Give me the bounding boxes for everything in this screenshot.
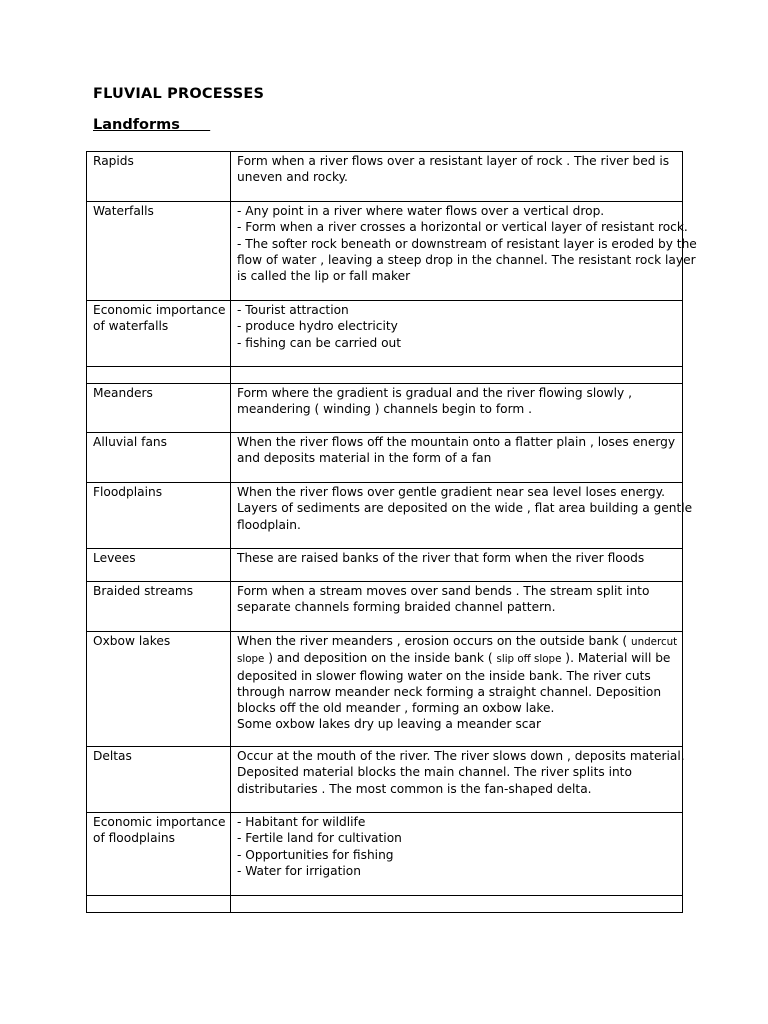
description-cell: Form where the gradient is gradual and the river flowing slowly , meandering ( winding ) channels begin to form . — [231, 384, 683, 433]
landforms-table — [86, 151, 697, 913]
table-row — [87, 384, 683, 433]
table-row — [87, 202, 683, 301]
table-row — [87, 301, 683, 367]
description-cell: Occur at the mouth of the river. The river slows down , deposits material. Deposited material blocks the main channel. The river splits into distributaries . The most common is the fan-shaped delta. — [231, 747, 683, 813]
term-cell: Waterfalls — [87, 202, 231, 301]
empty-row — [87, 896, 683, 913]
description-cell: Form when a river flows over a resistant layer of rock . The river bed is uneven and rocky. — [231, 152, 683, 202]
table-row — [87, 813, 683, 896]
description-cell: - Habitant for wildlife - Fertile land for cultivation - Opportunities for fishing - Water for irrigation — [231, 813, 683, 896]
term-cell — [87, 367, 231, 384]
term-cell: Alluvial fans — [87, 433, 231, 483]
section-title-landforms: Landforms — [93, 117, 211, 133]
table-row — [87, 582, 683, 632]
page-title: FLUVIAL PROCESSES — [93, 86, 265, 102]
term-cell: Economic importance of floodplains — [87, 813, 231, 896]
description-cell — [231, 367, 683, 384]
description-cell: Form when a stream moves over sand bends . The stream split into separate channels forming braided channel pattern. — [231, 582, 683, 632]
term-cell: Rapids — [87, 152, 231, 202]
description-cell — [231, 896, 683, 913]
term-cell: Levees — [87, 549, 231, 582]
description-cell: - Tourist attraction - produce hydro electricity - fishing can be carried out — [231, 301, 683, 367]
term-cell: Oxbow lakes — [87, 632, 231, 747]
description-cell: When the river flows off the mountain onto a flatter plain , loses energy and deposits material in the form of a fan — [231, 433, 683, 483]
description-cell: When the river meanders , erosion occurs on the outside bank ( undercut slope ) and deposition on the inside bank ( slip off slope ). Material will be deposited in slower flowing water on the inside bank. The river cuts through narrow meander neck forming a straight channel. Deposition blocks off the old meander , forming an oxbow lake. Some oxbow lakes dry up leaving a meander scar — [231, 632, 683, 747]
table-row — [87, 483, 683, 549]
term-cell — [87, 896, 231, 913]
description-cell: - Any point in a river where water flows over a vertical drop. - Form when a river crosses a horizontal or vertical layer of resistant rock. - The softer rock beneath or downstream of resistant layer is eroded by the flow of water , leaving a steep drop in the channel. The resistant rock layer is called the lip or fall maker — [231, 202, 683, 301]
table-row — [87, 747, 683, 813]
table-row — [87, 632, 683, 747]
description-cell: These are raised banks of the river that form when the river floods — [231, 549, 683, 582]
table-row — [87, 549, 683, 582]
term-cell: Meanders — [87, 384, 231, 433]
term-cell: Economic importance of waterfalls — [87, 301, 231, 367]
term-cell: Floodplains — [87, 483, 231, 549]
table-row — [87, 433, 683, 483]
term-cell: Braided streams — [87, 582, 231, 632]
term-cell: Deltas — [87, 747, 231, 813]
table-row — [87, 152, 683, 202]
description-cell: When the river flows over gentle gradient near sea level loses energy. Layers of sediments are deposited on the wide , flat area building a gentle floodplain. — [231, 483, 683, 549]
empty-row — [87, 367, 683, 384]
